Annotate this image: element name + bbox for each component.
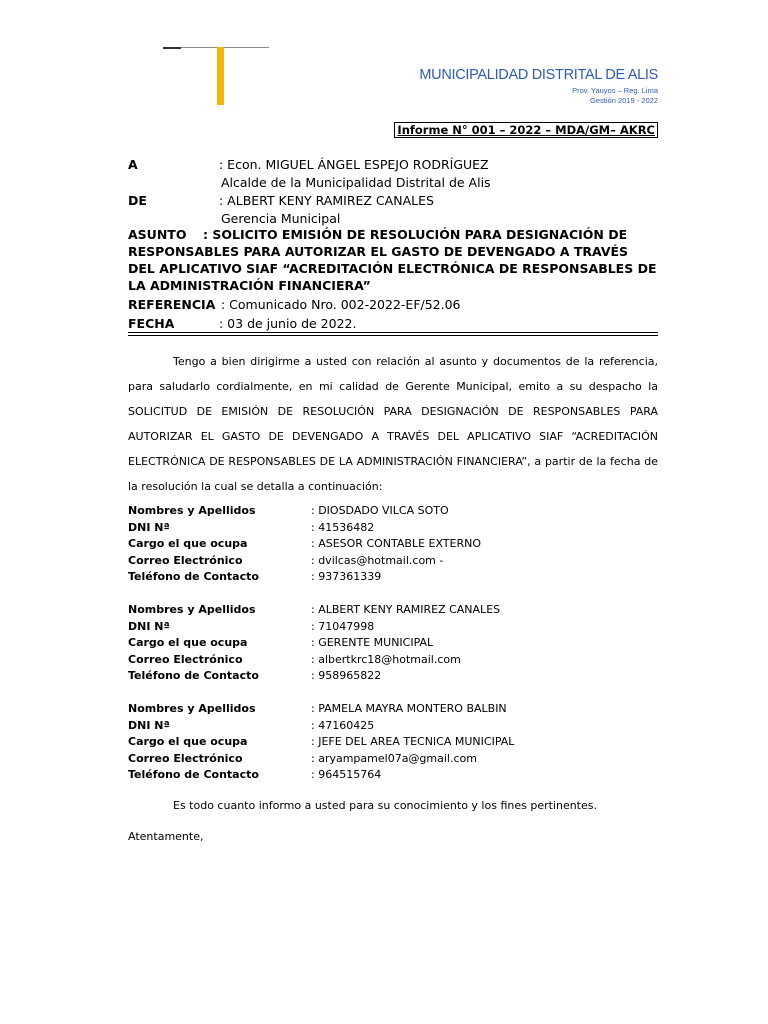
to-value: : Econ. MIGUEL ÁNGEL ESPEJO RODRÍGUEZ [219,157,489,172]
person-2-position-row: Cargo el que ocupa : GERENTE MUNICIPAL [128,636,434,649]
person-2-phone-row: Teléfono de Contacto : 958965822 [128,669,382,682]
subject-value: : SOLICITO EMISIÓN DE RESOLUCIÓN PARA DESIGNACIÓN DE RESPONSABLES PARA AUTORIZAR EL GASTO DE DEVENGADO A TRAVÉS DEL APLICATIVO SIAF “ACREDITACIÓN ELECTRÓNICA DE RESPONSABLES DE LA ADMINISTRACIÓN FINANCIERA” [128,227,657,293]
header-divider-bottom [128,335,658,336]
person-1-dni-row: DNI Nª : 41536482 [128,520,375,534]
from-title: Gerencia Municipal [221,211,341,226]
province-line: Prov. Yauyos – Reg. Lima [572,86,658,95]
person-3-email-row: Correo Electrónico : aryampamel07a@gmail.com [128,751,477,765]
reference-label: REFERENCIA [128,297,216,312]
letterhead-accent-bar [217,47,224,105]
person-3-dni-row: DNI Nª : 47160425 [128,718,375,732]
to-title: Alcalde de la Municipalidad Distrital de Alis [221,175,491,190]
period-line: Gestión 2019 - 2022 [590,96,658,105]
sign-off: Atentamente, [128,830,204,843]
person-2-name-row: Nombres y Apellidos : ALBERT KENY RAMIREZ CANALES [128,603,501,616]
person-3-phone-row: Teléfono de Contacto : 964515764 [128,768,382,781]
header-divider-top [128,332,658,333]
to-label: A [128,157,138,172]
subject-label: ASUNTO [128,227,187,242]
person-1-position-row: Cargo el que ocupa : ASESOR CONTABLE EXTERNO [128,537,482,550]
person-3-name-row: Nombres y Apellidos : PAMELA MAYRA MONTERO BALBIN [128,702,507,715]
reference-value: : Comunicado Nro. 002-2022-EF/52.06 [221,297,461,312]
from-value: : ALBERT KENY RAMIREZ CANALES [219,193,434,208]
person-1-name-row: Nombres y Apellidos : DIOSDADO VILCA SOTO [128,504,449,517]
date-label: FECHA [128,316,175,331]
person-1-phone-row: Teléfono de Contacto : 937361339 [128,570,382,583]
person-3-position-row: Cargo el que ocupa : JEFE DEL AREA TECNICA MUNICIPAL [128,735,515,748]
subject-block [128,226,658,294]
report-id: Informe N° 001 – 2022 – MDA/GM– AKRC [394,122,658,138]
date-value: : 03 de junio de 2022. [219,316,357,331]
person-2-email-row: Correo Electrónico : albertkrc18@hotmail.com [128,652,461,666]
body-paragraph: Tengo a bien dirigirme a usted con relación al asunto y documentos de la referencia, para saludarlo cordialmente, en mi calidad de Gerente Municipal, emito a su despacho la SOLICITUD DE EMISIÓN DE RESOLUCIÓN PARA DESIGNACIÓN DE RESPONSABLES PARA AUTORIZAR EL GASTO DE DEVENGADO A TRAVÉS DEL APLICATIVO SIAF “ACREDITACIÓN ELECTRÓNICA DE RESPONSABLES DE LA ADMINISTRACIÓN FINANCIERA”, a partir de la fecha de la resolución la cual se detalla a continuación: [128,355,658,493]
from-label: DE [128,193,147,208]
letterhead-rule-accent [163,47,181,49]
person-1-email-row: Correo Electrónico : dvilcas@hotmail.com - [128,553,444,567]
municipality-name: MUNICIPALIDAD DISTRITAL DE ALIS [419,67,658,83]
closing-line: Es todo cuanto informo a usted para su conocimiento y los fines pertinentes. [173,799,597,812]
person-2-dni-row: DNI Nª : 71047998 [128,619,375,633]
